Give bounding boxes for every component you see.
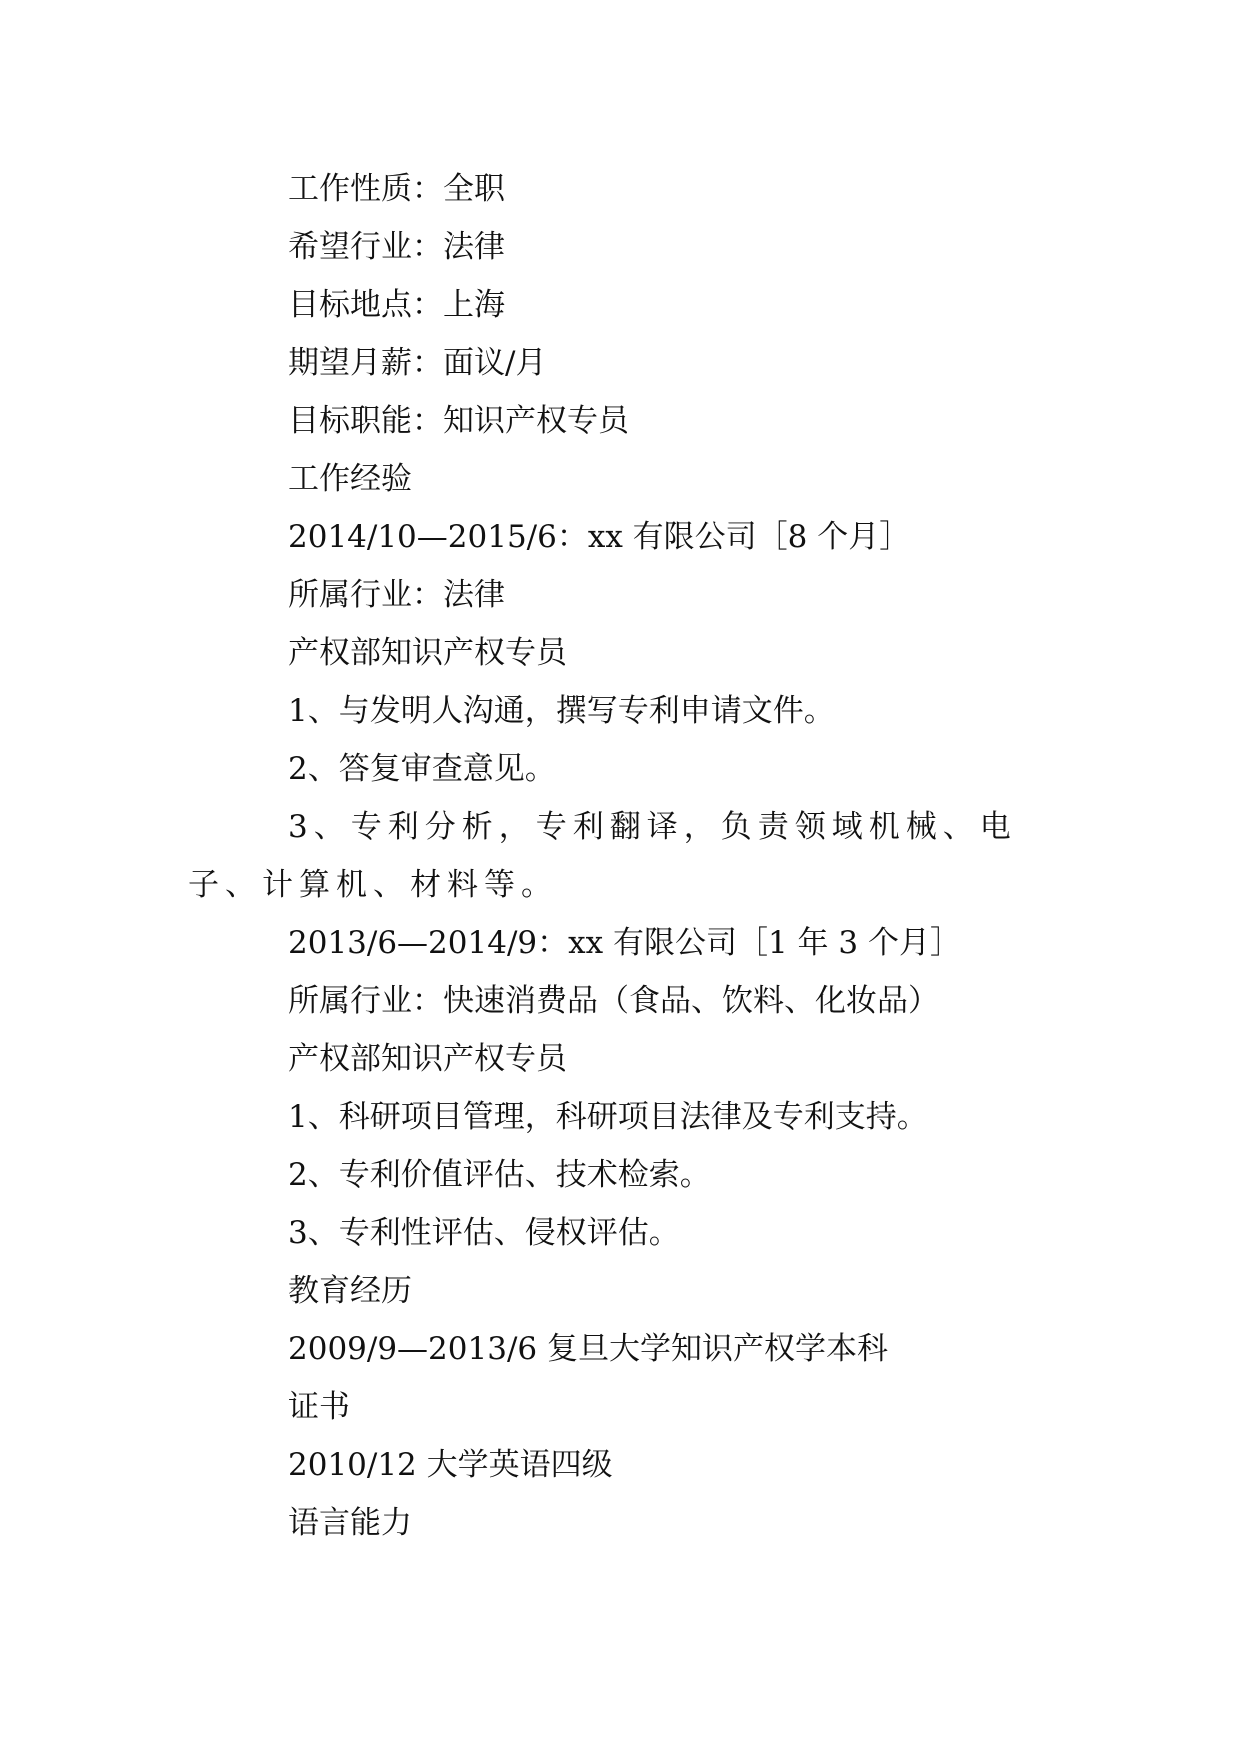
job-type-line: 工作性质：全职 xyxy=(288,171,505,207)
language-skills-heading: 语言能力 xyxy=(288,1505,412,1541)
job-1-title: 产权部知识产权专员 xyxy=(288,635,567,671)
job-1-duty-2: 2、答复审查意见。 xyxy=(288,751,556,787)
job-2-industry: 所属行业：快速消费品（食品、饮料、化妆品） xyxy=(288,983,939,1019)
education-heading: 教育经历 xyxy=(288,1273,412,1309)
certificates-heading: 证书 xyxy=(288,1389,350,1425)
job-1-industry: 所属行业：法律 xyxy=(288,577,505,613)
job-2-duty-2: 2、专利价值评估、技术检索。 xyxy=(288,1157,711,1193)
certificate-entry: 2010/12 大学英语四级 xyxy=(288,1447,613,1483)
education-entry: 2009/9—2013/6 复旦大学知识产权学本科 xyxy=(288,1331,888,1367)
job-2-duty-1: 1、科研项目管理，科研项目法律及专利支持。 xyxy=(288,1099,928,1135)
resume-content xyxy=(188,160,1068,1552)
work-experience-heading: 工作经验 xyxy=(288,461,412,497)
job-2-duty-3: 3、专利性评估、侵权评估。 xyxy=(288,1215,680,1251)
expected-salary-line: 期望月薪：面议/月 xyxy=(288,345,547,381)
job-1-duty-3: 3、专利分析，专利翻译，负责领域机械、电子、计算机、材料等。 xyxy=(188,809,1017,903)
target-location-line: 目标地点：上海 xyxy=(288,287,505,323)
desired-industry-line: 希望行业：法律 xyxy=(288,229,505,265)
job-1-period: 2014/10—2015/6：xx 有限公司［8 个月］ xyxy=(288,519,911,555)
job-2-period: 2013/6—2014/9：xx 有限公司［1 年 3 个月］ xyxy=(288,925,961,961)
job-2-title: 产权部知识产权专员 xyxy=(288,1041,567,1077)
target-function-line: 目标职能：知识产权专员 xyxy=(288,403,629,439)
job-1-duty-1: 1、与发明人沟通，撰写专利申请文件。 xyxy=(288,693,835,729)
